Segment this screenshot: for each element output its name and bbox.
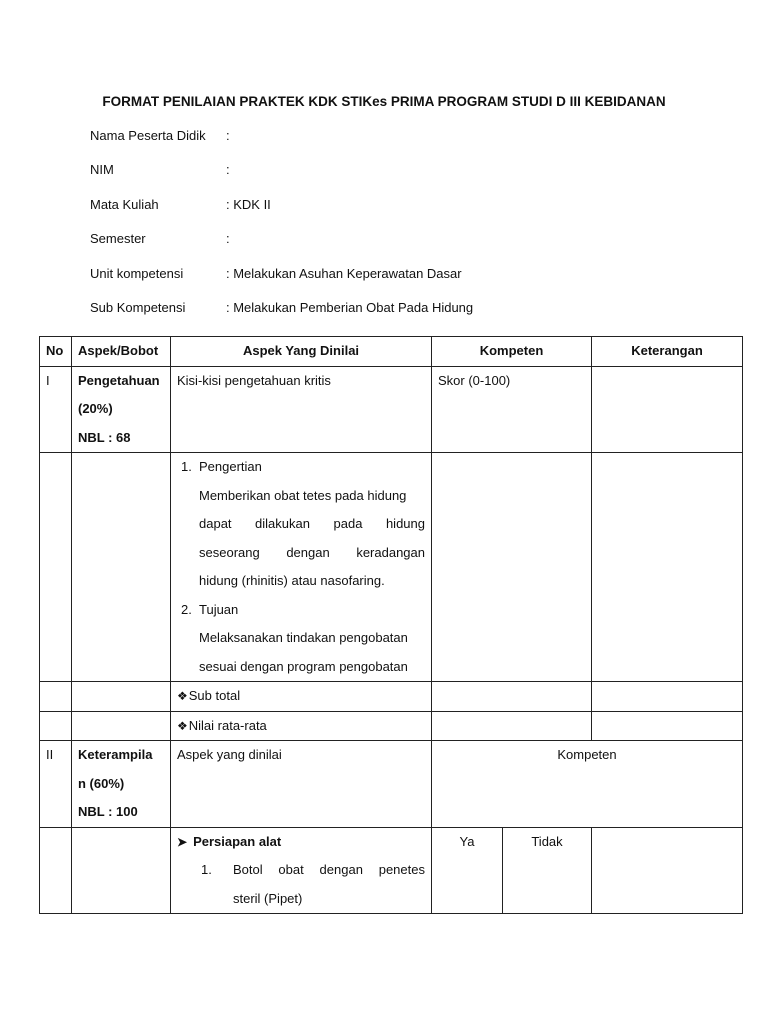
tidak-label: Tidak bbox=[531, 833, 563, 849]
table-header-row bbox=[40, 337, 743, 367]
cell-aspek-dinilai: Kisi-kisi pengetahuan kritis bbox=[171, 366, 432, 453]
item-text-line: hidung (rhinitis) atau nasofaring. bbox=[199, 573, 385, 588]
item-text-line: dapat dilakukan pada hidung bbox=[199, 516, 425, 531]
header-keterangan: Keterangan bbox=[592, 337, 743, 367]
info-row-nama bbox=[90, 128, 473, 162]
info-value: : KDK II bbox=[226, 196, 271, 212]
info-label: Nama Peserta Didik bbox=[90, 128, 206, 143]
table-row-content bbox=[40, 453, 743, 682]
header-aspek-dinilai: Aspek Yang Dinilai bbox=[171, 337, 432, 367]
cell-no bbox=[40, 682, 72, 712]
cell-kompeten bbox=[432, 682, 592, 712]
cell-kompeten bbox=[432, 453, 592, 682]
info-label: Sub Kompetensi bbox=[90, 299, 186, 315]
persiapan-heading bbox=[177, 828, 425, 857]
cell-aspek-bobot bbox=[72, 741, 171, 828]
cell-no bbox=[40, 711, 72, 741]
list-title: Tujuan bbox=[199, 601, 239, 617]
cell-aspek-dinilai: Aspek yang dinilai bbox=[171, 741, 432, 828]
list-number: 2. bbox=[181, 601, 192, 617]
info-value: : bbox=[226, 128, 230, 143]
page-title: FORMAT PENILAIAN PRAKTEK KDK STIKes PRIMA PROGRAM STUDI D III KEBIDANAN bbox=[102, 94, 666, 109]
ya-tidak-split bbox=[432, 828, 591, 913]
arrow-bullet-icon: ➤ bbox=[177, 834, 188, 849]
list-title: Pengertian bbox=[199, 459, 262, 474]
student-info bbox=[90, 128, 473, 334]
info-row-mata-kuliah bbox=[90, 197, 473, 231]
aspek-name-cont: n (60%) bbox=[78, 775, 125, 791]
cell-aspek-bobot bbox=[72, 453, 171, 682]
item-text-line: sesuai dengan program pengobatan bbox=[199, 658, 408, 674]
cell-keterangan bbox=[592, 453, 743, 682]
list-item bbox=[177, 596, 425, 625]
cell-aspek-dinilai bbox=[171, 827, 432, 914]
info-value: : Melakukan Asuhan Keperawatan Dasar bbox=[226, 265, 462, 281]
diamond-bullet-icon: ❖ bbox=[177, 718, 188, 733]
info-row-unit-kompetensi bbox=[90, 266, 473, 300]
cell-no: II bbox=[40, 741, 72, 828]
cell-keterangan bbox=[592, 827, 743, 914]
item-text-line: Botol obat dengan penetes bbox=[233, 862, 425, 877]
cell-kompeten: Kompeten bbox=[432, 741, 743, 828]
aspek-name: Keterampila bbox=[78, 747, 153, 762]
cell-keterangan bbox=[592, 682, 743, 712]
cell-no bbox=[40, 453, 72, 682]
cell-kompeten: Skor (0-100) bbox=[432, 366, 592, 453]
assessment-table bbox=[39, 336, 743, 914]
table-row-persiapan bbox=[40, 827, 743, 914]
cell-no bbox=[40, 827, 72, 914]
aspek-nbl: NBL : 68 bbox=[78, 429, 131, 445]
list-number: 1. bbox=[201, 862, 212, 877]
table-row-subtotal bbox=[40, 682, 743, 712]
cell-aspek-bobot bbox=[72, 366, 171, 453]
table-row-rata-rata bbox=[40, 711, 743, 741]
info-label: NIM bbox=[90, 162, 114, 178]
info-label: Mata Kuliah bbox=[90, 196, 159, 212]
cell-aspek-bobot bbox=[72, 682, 171, 712]
cell-keterangan bbox=[592, 366, 743, 453]
item-text-line: steril (Pipet) bbox=[233, 890, 303, 906]
info-value: : Melakukan Pemberian Obat Pada Hidung bbox=[226, 299, 474, 315]
aspek-weight: (20%) bbox=[78, 401, 113, 416]
cell-aspek-bobot bbox=[72, 827, 171, 914]
cell-aspek-dinilai bbox=[171, 453, 432, 682]
aspek-name: Pengetahuan bbox=[78, 372, 160, 388]
info-row-sub-kompetensi bbox=[90, 300, 473, 334]
info-row-semester bbox=[90, 231, 473, 265]
item-text-line: Memberikan obat tetes pada hidung bbox=[199, 487, 407, 503]
item-text-line: Melaksanakan tindakan pengobatan bbox=[199, 630, 408, 645]
cell-no: I bbox=[40, 366, 72, 453]
cell-aspek-dinilai bbox=[171, 682, 432, 712]
aspek-nbl: NBL : 100 bbox=[78, 804, 138, 819]
rata-rata-label: Nilai rata-rata bbox=[188, 717, 267, 733]
header-no: No bbox=[40, 337, 72, 367]
info-row-nim bbox=[90, 162, 473, 196]
header-kompeten: Kompeten bbox=[432, 337, 592, 367]
table-row-keterampilan bbox=[40, 741, 743, 828]
header-aspek-bobot: Aspek/Bobot bbox=[72, 337, 171, 367]
list-item bbox=[177, 453, 425, 482]
cell-keterangan bbox=[592, 711, 743, 741]
info-value: : bbox=[226, 231, 230, 247]
list-item bbox=[177, 856, 425, 885]
subtotal-label: Sub total bbox=[188, 688, 241, 703]
ya-label: Ya bbox=[432, 828, 503, 913]
table-row-pengetahuan bbox=[40, 366, 743, 453]
item-text-line: seseorang dengan keradangan bbox=[199, 544, 425, 560]
cell-aspek-dinilai bbox=[171, 711, 432, 741]
cell-aspek-bobot bbox=[72, 711, 171, 741]
persiapan-title: Persiapan alat bbox=[193, 833, 282, 849]
list-number: 1. bbox=[181, 459, 192, 474]
cell-kompeten-ya-tidak bbox=[432, 827, 592, 914]
diamond-bullet-icon: ❖ bbox=[177, 689, 188, 703]
cell-kompeten bbox=[432, 711, 592, 741]
info-label: Semester bbox=[90, 231, 146, 247]
info-value: : bbox=[226, 162, 230, 178]
info-label: Unit kompetensi bbox=[90, 265, 184, 281]
